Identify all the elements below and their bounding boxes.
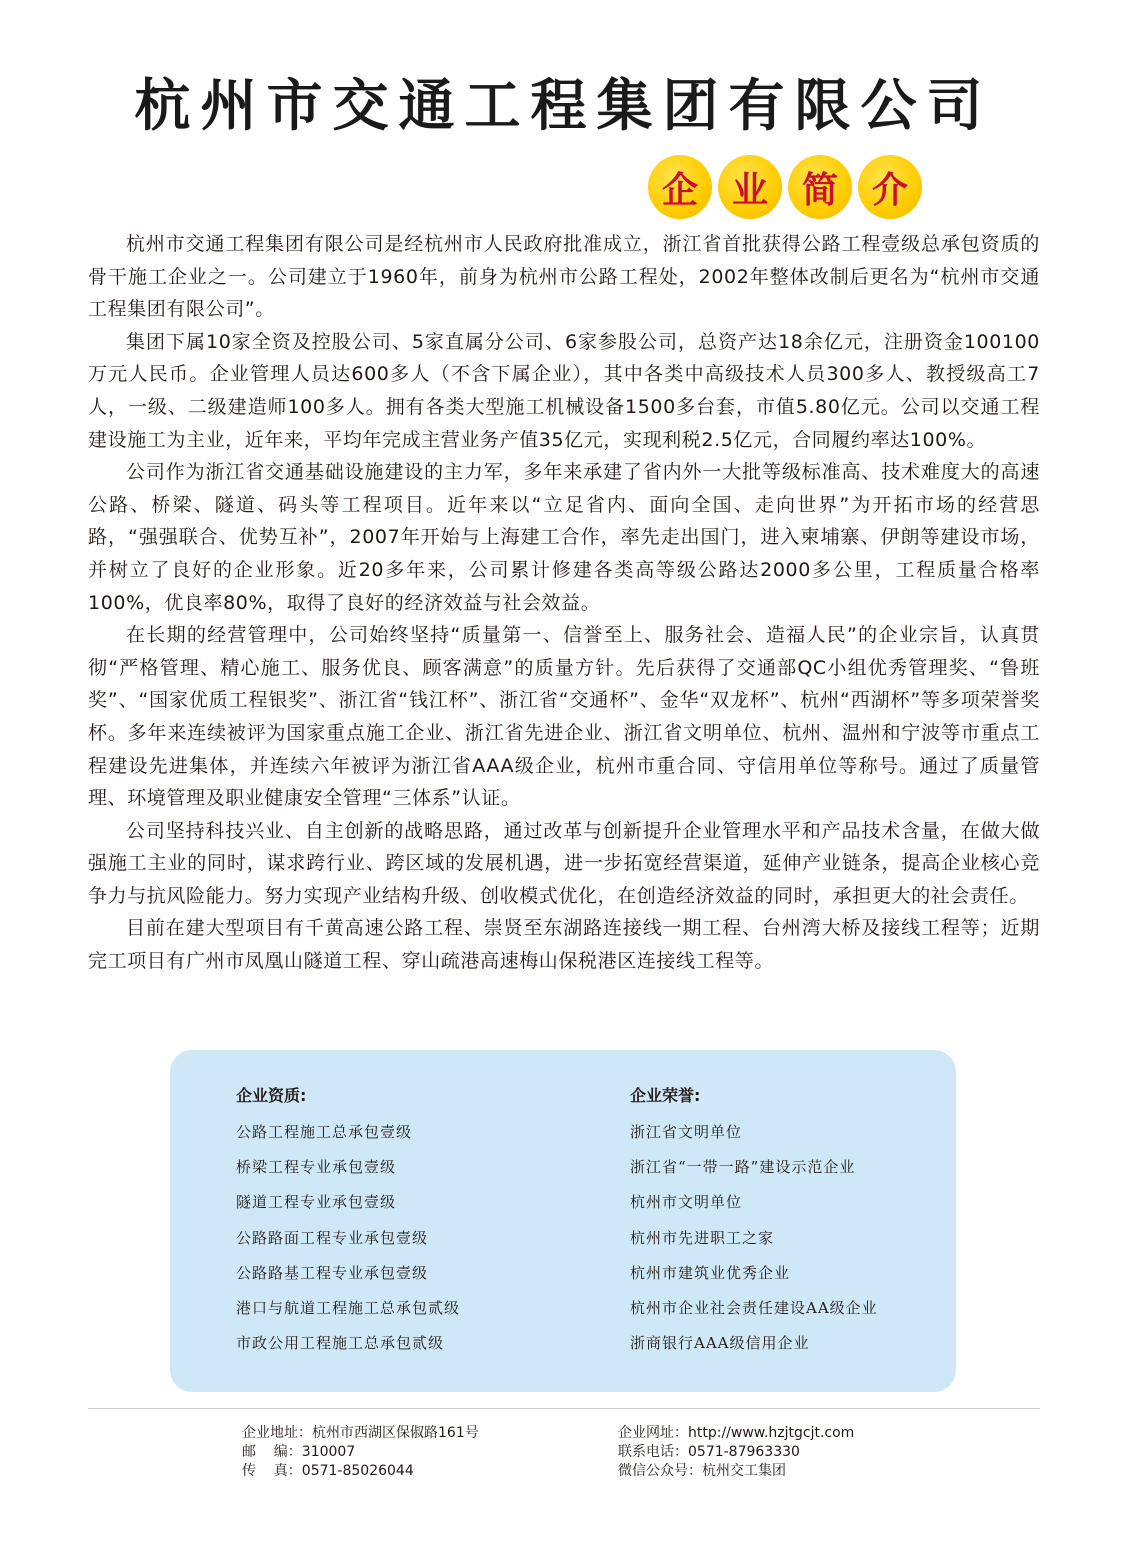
footer-website[interactable]: 企业网址：http://www.hzjtgcjt.com: [618, 1425, 855, 1441]
intro-body: [88, 228, 1040, 978]
honors-column: [630, 1084, 878, 1366]
honor-item: 浙江省“一带一路”建设示范企业: [630, 1158, 856, 1177]
honor-item: 浙商银行AAA级信用企业: [630, 1334, 810, 1353]
honor-item: 杭州市先进职工之家: [630, 1228, 775, 1247]
qualifications-list: [236, 1120, 460, 1366]
honors-list: [630, 1120, 878, 1366]
section-badges: [648, 155, 922, 219]
qualification-item: 公路工程施工总承包壹级: [236, 1123, 413, 1141]
section-badge: 业: [718, 155, 782, 219]
honor-item: 浙江省文明单位: [630, 1123, 743, 1141]
honor-item: 杭州市企业社会责任建设AA级企业: [630, 1298, 878, 1317]
footer-contact-left: [242, 1424, 479, 1481]
intro-paragraph: 目前在建大型项目有千黄高速公路工程、崇贤至东湖路连接线一期工程、台州湾大桥及接线工程等；近期完工项目有广州市凤凰山隧道工程、穿山疏港高速梅山保税港区连接线工程等。: [88, 917, 1040, 973]
honors-heading: 企业荣誉:: [630, 1086, 701, 1105]
intro-paragraph: 公司坚持科技兴业、自主创新的战略思路，通过改革与创新提升企业管理水平和产品技术含量，在做大做强施工主业的同时，谋求跨行业、跨区域的发展机遇，进一步拓宽经营渠道，延伸产业链条，提高企业核心竞争力与抗风险能力。努力实现产业结构升级、创收模式优化，在创造经济效益的同时，承担更大的社会责任。: [88, 819, 1040, 907]
intro-paragraph: 公司作为浙江省交通基础设施建设的主力军，多年来承建了省内外一大批等级标准高、技术难度大的高速公路、桥梁、隧道、码头等工程项目。近年来以“立足省内、面向全国、走向世界”为开拓市场的经营思路，“强强联合、优势互补”，2007年开始与上海建工合作，率先走出国门，进入柬埔寨、伊朗等建设市场，并树立了良好的企业形象。近20多年来，公司累计修建各类高等级公路达2000多公里，工程质量合格率100%，优良率80%，取得了良好的经济效益与社会效益。: [88, 461, 1040, 614]
qualification-item: 市政公用工程施工总承包贰级: [236, 1334, 445, 1353]
qualification-item: 隧道工程专业承包壹级: [236, 1193, 397, 1212]
qualification-item: 桥梁工程专业承包壹级: [236, 1158, 397, 1177]
honor-item: 杭州市建筑业优秀企业: [630, 1263, 791, 1282]
footer-fax: 传 真：0571-85026044: [242, 1463, 414, 1479]
qualifications-heading: 企业资质:: [236, 1086, 307, 1105]
intro-paragraph: 在长期的经营管理中，公司始终坚持“质量第一、信誉至上、服务社会、造福人民”的企业宗旨，认真贯彻“严格管理、精心施工、服务优良、顾客满意”的质量方针。先后获得了交通部QC小组优秀管理奖、“鲁班奖”、“国家优质工程银奖”、浙江省“钱江杯”、浙江省“交通杯”、金华“双龙杯”、杭州“西湖杯”等多项荣誉奖杯。多年来连续被评为国家重点施工企业、浙江省先进企业、浙江省文明单位、杭州、温州和宁波等市重点工程建设先进集体，并连续六年被评为浙江省AAA级企业，杭州市重合同、守信用单位等称号。通过了质量管理、环境管理及职业健康安全管理“三体系”认证。: [88, 624, 1040, 810]
footer-phone: 联系电话：0571-87963330: [618, 1444, 800, 1460]
intro-paragraph: 集团下属10家全资及控股公司、5家直属分公司、6家参股公司，总资产达18余亿元，注册资金100100万元人民币。企业管理人员达600多人（不含下属企业），其中各类中高级技术人员300多人、教授级高工7人，一级、二级建造师100多人。拥有各类大型施工机械设备1500多台套，市值5.80亿元。公司以交通工程建设施工为主业，近年来，平均年完成主营业务产值35亿元，实现利税2.5亿元，合同履约率达100%。: [88, 330, 1040, 451]
section-badge: 企: [648, 155, 712, 219]
section-badge: 介: [858, 155, 922, 219]
footer-contact-right: [618, 1424, 854, 1481]
qualification-item: 公路路面工程专业承包壹级: [236, 1228, 429, 1247]
info-panel: [170, 1050, 956, 1392]
footer-address: 企业地址：杭州市西湖区保俶路161号: [242, 1425, 479, 1441]
intro-paragraph: 杭州市交通工程集团有限公司是经杭州市人民政府批准成立，浙江省首批获得公路工程壹级总承包资质的骨干施工企业之一。公司建立于1960年，前身为杭州市公路工程处，2002年整体改制后更名为“杭州市交通工程集团有限公司”。: [88, 233, 1040, 321]
section-badge: 简: [788, 155, 852, 219]
company-title: 杭州市交通工程集团有限公司: [134, 74, 993, 139]
footer-postcode: 邮 编：310007: [242, 1444, 356, 1460]
qualification-item: 港口与航道工程施工总承包贰级: [236, 1298, 461, 1317]
honor-item: 杭州市文明单位: [630, 1193, 743, 1212]
qualification-item: 公路路基工程专业承包壹级: [236, 1263, 429, 1282]
qualifications-column: [236, 1084, 460, 1366]
footer-divider: [88, 1408, 1040, 1409]
footer-wechat: 微信公众号：杭州交工集团: [618, 1463, 786, 1479]
